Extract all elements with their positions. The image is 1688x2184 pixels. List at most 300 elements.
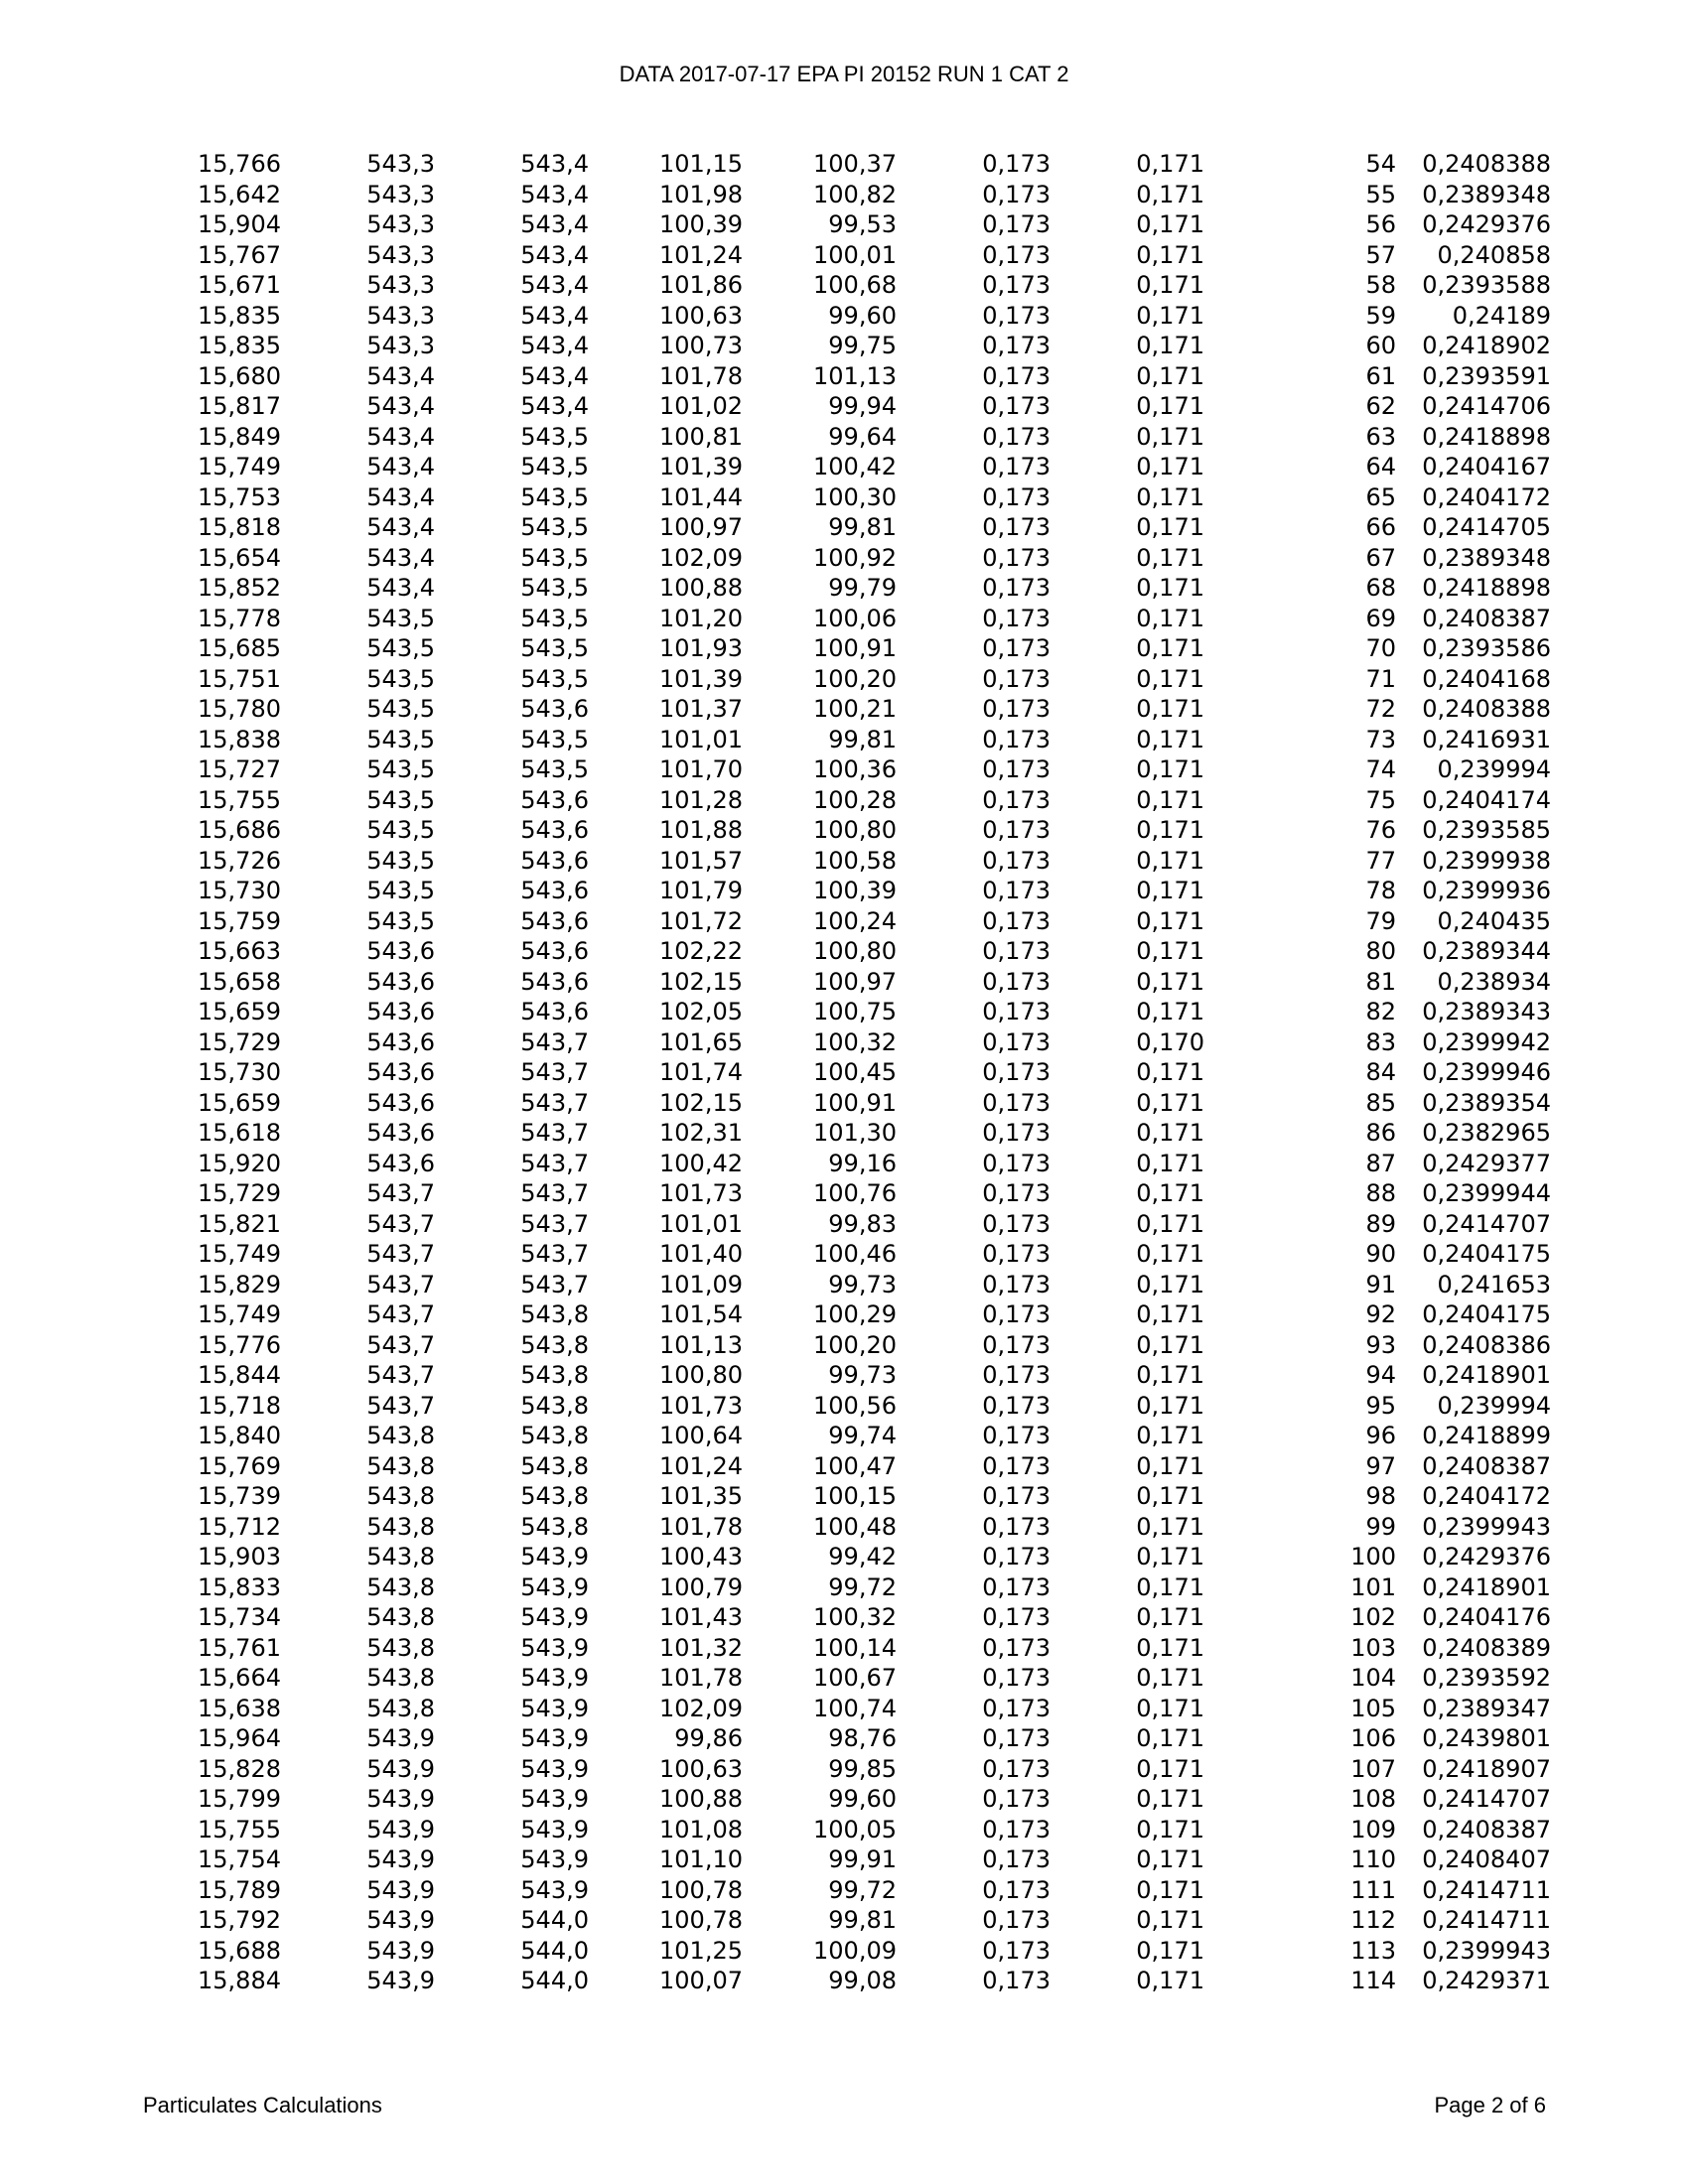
table-row	[0, 1844, 1688, 1875]
table-cell-col-g: 0,171	[1136, 1240, 1204, 1268]
table-cell-col-e: 100,09	[813, 1936, 897, 1965]
table-cell-col-g: 0,171	[1136, 574, 1204, 602]
table-cell-col-b: 543,7	[366, 1330, 435, 1359]
table-cell-col-value: 0,2399942	[1422, 1027, 1551, 1056]
table-cell-col-c: 543,4	[520, 301, 589, 330]
table-cell-col-f: 0,173	[982, 1391, 1051, 1420]
table-cell-col-c: 543,4	[520, 332, 589, 359]
table-row	[0, 1542, 1688, 1572]
table-row	[0, 543, 1688, 574]
table-cell-col-value: 0,2418899	[1422, 1422, 1551, 1449]
table-cell-col-value: 0,2418901	[1422, 1361, 1551, 1389]
table-cell-col-d: 101,44	[659, 482, 743, 511]
table-cell-col-value: 0,2389348	[1422, 543, 1551, 572]
table-cell-col-f: 0,173	[982, 1240, 1051, 1268]
table-cell-col-value: 0,2389344	[1422, 937, 1551, 965]
table-cell-col-d: 100,73	[659, 332, 743, 359]
footer-document-name: Particulates Calculations	[143, 2093, 382, 2117]
table-cell-col-a: 15,638	[198, 1694, 281, 1722]
table-cell-col-g: 0,171	[1136, 1270, 1204, 1298]
table-cell-col-c: 543,7	[520, 1270, 589, 1298]
table-cell-col-e: 99,08	[828, 1967, 897, 1994]
table-cell-col-g: 0,171	[1136, 1875, 1204, 1904]
table-cell-col-e: 100,32	[813, 1603, 897, 1631]
table-cell-col-f: 0,173	[982, 634, 1051, 662]
table-cell-col-c: 543,4	[520, 392, 589, 420]
table-cell-col-d: 101,40	[659, 1240, 743, 1268]
table-cell-col-value: 0,2414707	[1422, 1785, 1551, 1813]
table-cell-col-index: 73	[1365, 725, 1396, 753]
table-cell-col-b: 543,9	[366, 1754, 435, 1783]
table-cell-col-c: 543,6	[520, 906, 589, 935]
table-row	[0, 209, 1688, 240]
table-cell-col-e: 100,42	[813, 453, 897, 480]
table-cell-col-c: 543,4	[520, 271, 589, 299]
table-cell-col-value: 0,2418901	[1422, 1572, 1551, 1601]
table-cell-col-d: 102,15	[659, 1088, 743, 1117]
table-row	[0, 1663, 1688, 1694]
table-cell-col-c: 543,9	[520, 1875, 589, 1904]
table-cell-col-d: 101,09	[659, 1270, 743, 1298]
table-cell-col-c: 543,7	[520, 1027, 589, 1056]
table-cell-col-b: 543,9	[366, 1967, 435, 1994]
table-cell-col-d: 101,73	[659, 1391, 743, 1420]
table-cell-col-value: 0,239994	[1437, 1391, 1551, 1420]
table-cell-col-e: 100,82	[813, 180, 897, 208]
table-row	[0, 1602, 1688, 1633]
table-cell-col-c: 543,5	[520, 755, 589, 783]
table-cell-col-f: 0,173	[982, 1422, 1051, 1449]
table-cell-col-a: 15,751	[198, 664, 281, 693]
table-cell-col-b: 543,8	[366, 1512, 435, 1541]
table-cell-col-a: 15,654	[198, 543, 281, 572]
table-cell-col-d: 101,72	[659, 906, 743, 935]
table-cell-col-g: 0,171	[1136, 271, 1204, 299]
table-cell-col-index: 110	[1350, 1845, 1396, 1873]
table-cell-col-d: 100,78	[659, 1906, 743, 1934]
table-cell-col-c: 543,8	[520, 1361, 589, 1389]
table-cell-col-index: 84	[1365, 1058, 1396, 1086]
table-cell-col-d: 100,39	[659, 210, 743, 238]
table-cell-col-c: 543,5	[520, 422, 589, 451]
table-cell-col-b: 543,4	[366, 392, 435, 420]
table-row	[0, 725, 1688, 755]
table-cell-col-value: 0,2408387	[1422, 604, 1551, 632]
table-cell-col-b: 543,7	[366, 1391, 435, 1420]
table-cell-col-b: 543,4	[366, 513, 435, 541]
table-cell-col-a: 15,658	[198, 967, 281, 996]
table-cell-col-b: 543,5	[366, 755, 435, 783]
table-cell-col-c: 543,5	[520, 513, 589, 541]
table-row	[0, 1694, 1688, 1724]
table-cell-col-index: 88	[1365, 1179, 1396, 1207]
table-cell-col-value: 0,2408388	[1422, 150, 1551, 178]
table-cell-col-f: 0,173	[982, 1119, 1051, 1147]
table-cell-col-e: 99,83	[828, 1209, 897, 1238]
table-cell-col-d: 101,39	[659, 664, 743, 693]
table-cell-col-c: 543,7	[520, 1179, 589, 1207]
table-cell-col-b: 543,4	[366, 574, 435, 602]
table-row	[0, 1270, 1688, 1300]
table-cell-col-a: 15,818	[198, 513, 281, 541]
table-cell-col-e: 99,60	[828, 301, 897, 330]
table-cell-col-g: 0,171	[1136, 1300, 1204, 1328]
table-cell-col-f: 0,173	[982, 1815, 1051, 1843]
table-cell-col-index: 55	[1365, 180, 1396, 208]
table-row	[0, 1784, 1688, 1815]
table-cell-col-d: 100,63	[659, 301, 743, 330]
table-cell-col-g: 0,171	[1136, 301, 1204, 330]
table-row	[0, 1815, 1688, 1845]
table-cell-col-f: 0,173	[982, 180, 1051, 208]
table-cell-col-c: 543,8	[520, 1482, 589, 1510]
table-cell-col-value: 0,2416931	[1422, 725, 1551, 753]
table-cell-col-e: 100,48	[813, 1512, 897, 1541]
table-cell-col-index: 98	[1365, 1482, 1396, 1510]
table-cell-col-e: 99,79	[828, 574, 897, 602]
table-cell-col-e: 100,20	[813, 664, 897, 693]
table-cell-col-f: 0,173	[982, 967, 1051, 996]
table-cell-col-index: 80	[1365, 937, 1396, 965]
table-cell-col-g: 0,171	[1136, 1361, 1204, 1389]
table-cell-col-f: 0,173	[982, 271, 1051, 299]
table-cell-col-a: 15,749	[198, 1300, 281, 1328]
table-cell-col-index: 62	[1365, 392, 1396, 420]
table-cell-col-value: 0,2429371	[1422, 1967, 1551, 1994]
table-cell-col-d: 100,80	[659, 1361, 743, 1389]
table-cell-col-value: 0,2399944	[1422, 1179, 1551, 1207]
table-cell-col-index: 61	[1365, 361, 1396, 390]
table-cell-col-index: 76	[1365, 816, 1396, 844]
table-cell-col-e: 100,80	[813, 816, 897, 844]
table-cell-col-value: 0,2414707	[1422, 1209, 1551, 1238]
table-row	[0, 512, 1688, 543]
table-cell-col-a: 15,766	[198, 150, 281, 178]
table-cell-col-b: 543,4	[366, 453, 435, 480]
table-row	[0, 1360, 1688, 1391]
table-cell-col-c: 543,7	[520, 1088, 589, 1117]
table-cell-col-a: 15,618	[198, 1119, 281, 1147]
table-cell-col-a: 15,688	[198, 1936, 281, 1965]
table-cell-col-value: 0,240858	[1437, 240, 1551, 269]
table-cell-col-value: 0,2418907	[1422, 1754, 1551, 1783]
table-cell-col-b: 543,5	[366, 604, 435, 632]
table-cell-col-g: 0,171	[1136, 664, 1204, 693]
table-cell-col-e: 101,30	[813, 1119, 897, 1147]
table-row	[0, 482, 1688, 513]
table-cell-col-a: 15,844	[198, 1361, 281, 1389]
table-row	[0, 391, 1688, 422]
table-cell-col-f: 0,173	[982, 695, 1051, 723]
table-cell-col-f: 0,173	[982, 1300, 1051, 1328]
table-cell-col-f: 0,173	[982, 906, 1051, 935]
table-cell-col-index: 79	[1365, 906, 1396, 935]
table-cell-col-g: 0,171	[1136, 725, 1204, 753]
table-cell-col-f: 0,173	[982, 1543, 1051, 1570]
table-cell-col-index: 74	[1365, 755, 1396, 783]
table-cell-col-e: 100,05	[813, 1815, 897, 1843]
table-cell-col-f: 0,173	[982, 1330, 1051, 1359]
table-cell-col-g: 0,171	[1136, 695, 1204, 723]
table-cell-col-g: 0,171	[1136, 150, 1204, 178]
table-cell-col-f: 0,173	[982, 998, 1051, 1025]
table-cell-col-d: 101,65	[659, 1027, 743, 1056]
table-row	[0, 180, 1688, 210]
table-cell-col-a: 15,754	[198, 1845, 281, 1873]
table-row	[0, 1178, 1688, 1209]
table-cell-col-d: 101,35	[659, 1482, 743, 1510]
table-cell-col-a: 15,659	[198, 998, 281, 1025]
table-cell-col-f: 0,173	[982, 1845, 1051, 1873]
table-cell-col-b: 543,4	[366, 422, 435, 451]
table-cell-col-f: 0,173	[982, 785, 1051, 814]
table-cell-col-g: 0,171	[1136, 1694, 1204, 1722]
table-cell-col-f: 0,173	[982, 1694, 1051, 1722]
table-cell-col-f: 0,173	[982, 1058, 1051, 1086]
table-cell-col-value: 0,2389343	[1422, 998, 1551, 1025]
table-cell-col-e: 100,30	[813, 482, 897, 511]
table-cell-col-index: 113	[1350, 1936, 1396, 1965]
table-cell-col-c: 543,5	[520, 604, 589, 632]
table-cell-col-a: 15,828	[198, 1754, 281, 1783]
table-row	[0, 1149, 1688, 1179]
table-cell-col-b: 543,6	[366, 967, 435, 996]
table-cell-col-c: 543,8	[520, 1300, 589, 1328]
table-cell-col-value: 0,2382965	[1422, 1119, 1551, 1147]
table-row	[0, 1754, 1688, 1785]
table-cell-col-g: 0,171	[1136, 1209, 1204, 1238]
table-cell-col-f: 0,173	[982, 725, 1051, 753]
table-row	[0, 452, 1688, 482]
table-cell-col-e: 99,64	[828, 422, 897, 451]
table-cell-col-d: 101,43	[659, 1603, 743, 1631]
table-cell-col-a: 15,904	[198, 210, 281, 238]
table-cell-col-index: 67	[1365, 543, 1396, 572]
table-cell-col-a: 15,821	[198, 1209, 281, 1238]
table-cell-col-a: 15,730	[198, 877, 281, 904]
table-cell-col-g: 0,171	[1136, 877, 1204, 904]
table-cell-col-a: 15,817	[198, 392, 281, 420]
table-cell-col-d: 101,79	[659, 877, 743, 904]
table-cell-col-g: 0,171	[1136, 998, 1204, 1025]
table-cell-col-c: 543,9	[520, 1664, 589, 1692]
table-cell-col-a: 15,664	[198, 1664, 281, 1692]
table-cell-col-d: 101,20	[659, 604, 743, 632]
table-cell-col-b: 543,8	[366, 1572, 435, 1601]
table-cell-col-a: 15,835	[198, 301, 281, 330]
table-cell-col-a: 15,755	[198, 1815, 281, 1843]
table-cell-col-index: 114	[1350, 1967, 1396, 1994]
table-cell-col-g: 0,171	[1136, 1815, 1204, 1843]
table-cell-col-index: 111	[1350, 1875, 1396, 1904]
table-cell-col-e: 100,46	[813, 1240, 897, 1268]
table-cell-col-d: 100,07	[659, 1967, 743, 1994]
table-cell-col-index: 63	[1365, 422, 1396, 451]
table-cell-col-a: 15,780	[198, 695, 281, 723]
table-cell-col-index: 85	[1365, 1088, 1396, 1117]
table-cell-col-index: 101	[1350, 1572, 1396, 1601]
table-cell-col-d: 101,10	[659, 1845, 743, 1873]
table-cell-col-c: 543,9	[520, 1845, 589, 1873]
table-cell-col-f: 0,173	[982, 846, 1051, 875]
table-cell-col-value: 0,2439801	[1422, 1724, 1551, 1752]
table-cell-col-e: 101,13	[813, 361, 897, 390]
table-cell-col-c: 543,4	[520, 210, 589, 238]
table-cell-col-c: 543,7	[520, 1119, 589, 1147]
table-cell-col-value: 0,2393591	[1422, 361, 1551, 390]
table-cell-col-d: 101,02	[659, 392, 743, 420]
table-cell-col-g: 0,171	[1136, 332, 1204, 359]
table-cell-col-d: 101,25	[659, 1936, 743, 1965]
table-cell-col-b: 543,6	[366, 1088, 435, 1117]
table-cell-col-e: 100,14	[813, 1633, 897, 1662]
table-cell-col-g: 0,171	[1136, 1330, 1204, 1359]
table-cell-col-value: 0,2404175	[1422, 1300, 1551, 1328]
table-row	[0, 1451, 1688, 1482]
table-row	[0, 754, 1688, 785]
table-cell-col-f: 0,173	[982, 1603, 1051, 1631]
table-cell-col-f: 0,173	[982, 1633, 1051, 1662]
table-cell-col-c: 543,7	[520, 1149, 589, 1177]
table-row	[0, 270, 1688, 301]
table-cell-col-a: 15,642	[198, 180, 281, 208]
table-cell-col-a: 15,671	[198, 271, 281, 299]
table-row	[0, 361, 1688, 392]
table-cell-col-b: 543,3	[366, 332, 435, 359]
table-cell-col-e: 99,73	[828, 1270, 897, 1298]
table-cell-col-value: 0,2418902	[1422, 332, 1551, 359]
table-cell-col-value: 0,2404168	[1422, 664, 1551, 693]
table-cell-col-e: 99,94	[828, 392, 897, 420]
table-cell-col-value: 0,2429376	[1422, 1543, 1551, 1570]
table-cell-col-c: 543,6	[520, 695, 589, 723]
table-cell-col-index: 68	[1365, 574, 1396, 602]
table-cell-col-g: 0,171	[1136, 482, 1204, 511]
table-row	[0, 997, 1688, 1027]
table-cell-col-c: 543,6	[520, 877, 589, 904]
table-cell-col-e: 99,16	[828, 1149, 897, 1177]
table-cell-col-g: 0,171	[1136, 1664, 1204, 1692]
table-cell-col-d: 101,78	[659, 1512, 743, 1541]
table-cell-col-value: 0,2404176	[1422, 1603, 1551, 1631]
table-cell-col-index: 93	[1365, 1330, 1396, 1359]
table-cell-col-value: 0,2393586	[1422, 634, 1551, 662]
table-cell-col-value: 0,2408388	[1422, 695, 1551, 723]
table-cell-col-value: 0,2408389	[1422, 1633, 1551, 1662]
table-cell-col-c: 543,9	[520, 1694, 589, 1722]
table-cell-col-d: 102,22	[659, 937, 743, 965]
table-cell-col-g: 0,171	[1136, 543, 1204, 572]
table-cell-col-f: 0,173	[982, 1724, 1051, 1752]
table-cell-col-g: 0,171	[1136, 1603, 1204, 1631]
table-cell-col-g: 0,170	[1136, 1027, 1204, 1056]
table-cell-col-d: 100,88	[659, 574, 743, 602]
table-cell-col-e: 99,73	[828, 1361, 897, 1389]
table-cell-col-a: 15,680	[198, 361, 281, 390]
table-cell-col-e: 99,60	[828, 1785, 897, 1813]
table-cell-col-value: 0,2408387	[1422, 1451, 1551, 1480]
table-cell-col-value: 0,2404175	[1422, 1240, 1551, 1268]
table-cell-col-value: 0,2399946	[1422, 1058, 1551, 1086]
table-cell-col-value: 0,2408407	[1422, 1845, 1551, 1873]
table-cell-col-e: 100,20	[813, 1330, 897, 1359]
table-cell-col-f: 0,173	[982, 1754, 1051, 1783]
table-cell-col-b: 543,8	[366, 1451, 435, 1480]
table-cell-col-c: 543,9	[520, 1754, 589, 1783]
table-cell-col-g: 0,171	[1136, 513, 1204, 541]
table-cell-col-c: 543,9	[520, 1724, 589, 1752]
table-cell-col-f: 0,173	[982, 1664, 1051, 1692]
table-cell-col-a: 15,833	[198, 1572, 281, 1601]
table-cell-col-c: 543,6	[520, 846, 589, 875]
table-cell-col-b: 543,9	[366, 1936, 435, 1965]
table-cell-col-d: 102,09	[659, 543, 743, 572]
table-cell-col-value: 0,2393592	[1422, 1664, 1551, 1692]
table-cell-col-b: 543,5	[366, 634, 435, 662]
table-cell-col-f: 0,173	[982, 1785, 1051, 1813]
table-cell-col-c: 543,7	[520, 1058, 589, 1086]
table-row	[0, 331, 1688, 361]
table-row	[0, 876, 1688, 906]
table-cell-col-value: 0,2418898	[1422, 422, 1551, 451]
table-cell-col-value: 0,2404172	[1422, 482, 1551, 511]
table-cell-col-index: 59	[1365, 301, 1396, 330]
table-cell-col-e: 100,32	[813, 1027, 897, 1056]
table-cell-col-e: 99,72	[828, 1875, 897, 1904]
table-cell-col-c: 543,8	[520, 1512, 589, 1541]
table-cell-col-b: 543,8	[366, 1543, 435, 1570]
table-cell-col-b: 543,5	[366, 664, 435, 693]
table-cell-col-e: 100,36	[813, 755, 897, 783]
table-cell-col-index: 102	[1350, 1603, 1396, 1631]
table-row	[0, 1027, 1688, 1058]
table-cell-col-g: 0,171	[1136, 361, 1204, 390]
table-cell-col-d: 101,54	[659, 1300, 743, 1328]
table-cell-col-b: 543,6	[366, 1027, 435, 1056]
table-cell-col-c: 543,6	[520, 937, 589, 965]
table-cell-col-f: 0,173	[982, 664, 1051, 693]
table-cell-col-g: 0,171	[1136, 1058, 1204, 1086]
table-cell-col-index: 100	[1350, 1543, 1396, 1570]
table-cell-col-d: 101,88	[659, 816, 743, 844]
table-cell-col-e: 100,21	[813, 695, 897, 723]
table-row	[0, 664, 1688, 695]
table-cell-col-b: 543,6	[366, 998, 435, 1025]
table-row	[0, 785, 1688, 816]
table-cell-col-e: 100,01	[813, 240, 897, 269]
table-cell-col-value: 0,238934	[1437, 967, 1551, 996]
table-cell-col-d: 101,13	[659, 1330, 743, 1359]
table-cell-col-a: 15,884	[198, 1967, 281, 1994]
table-cell-col-g: 0,171	[1136, 1633, 1204, 1662]
table-row	[0, 846, 1688, 877]
table-cell-col-c: 543,9	[520, 1815, 589, 1843]
table-cell-col-f: 0,173	[982, 1149, 1051, 1177]
table-cell-col-g: 0,171	[1136, 1845, 1204, 1873]
table-cell-col-d: 101,86	[659, 271, 743, 299]
table-cell-col-e: 99,81	[828, 513, 897, 541]
table-cell-col-d: 101,73	[659, 1179, 743, 1207]
table-cell-col-value: 0,2393588	[1422, 271, 1551, 299]
table-cell-col-index: 90	[1365, 1240, 1396, 1268]
table-row	[0, 240, 1688, 271]
table-cell-col-e: 100,15	[813, 1482, 897, 1510]
table-cell-col-e: 100,39	[813, 877, 897, 904]
table-cell-col-g: 0,171	[1136, 755, 1204, 783]
table-cell-col-value: 0,2399943	[1422, 1512, 1551, 1541]
table-cell-col-value: 0,2389354	[1422, 1088, 1551, 1117]
table-cell-col-value: 0,2389347	[1422, 1694, 1551, 1722]
